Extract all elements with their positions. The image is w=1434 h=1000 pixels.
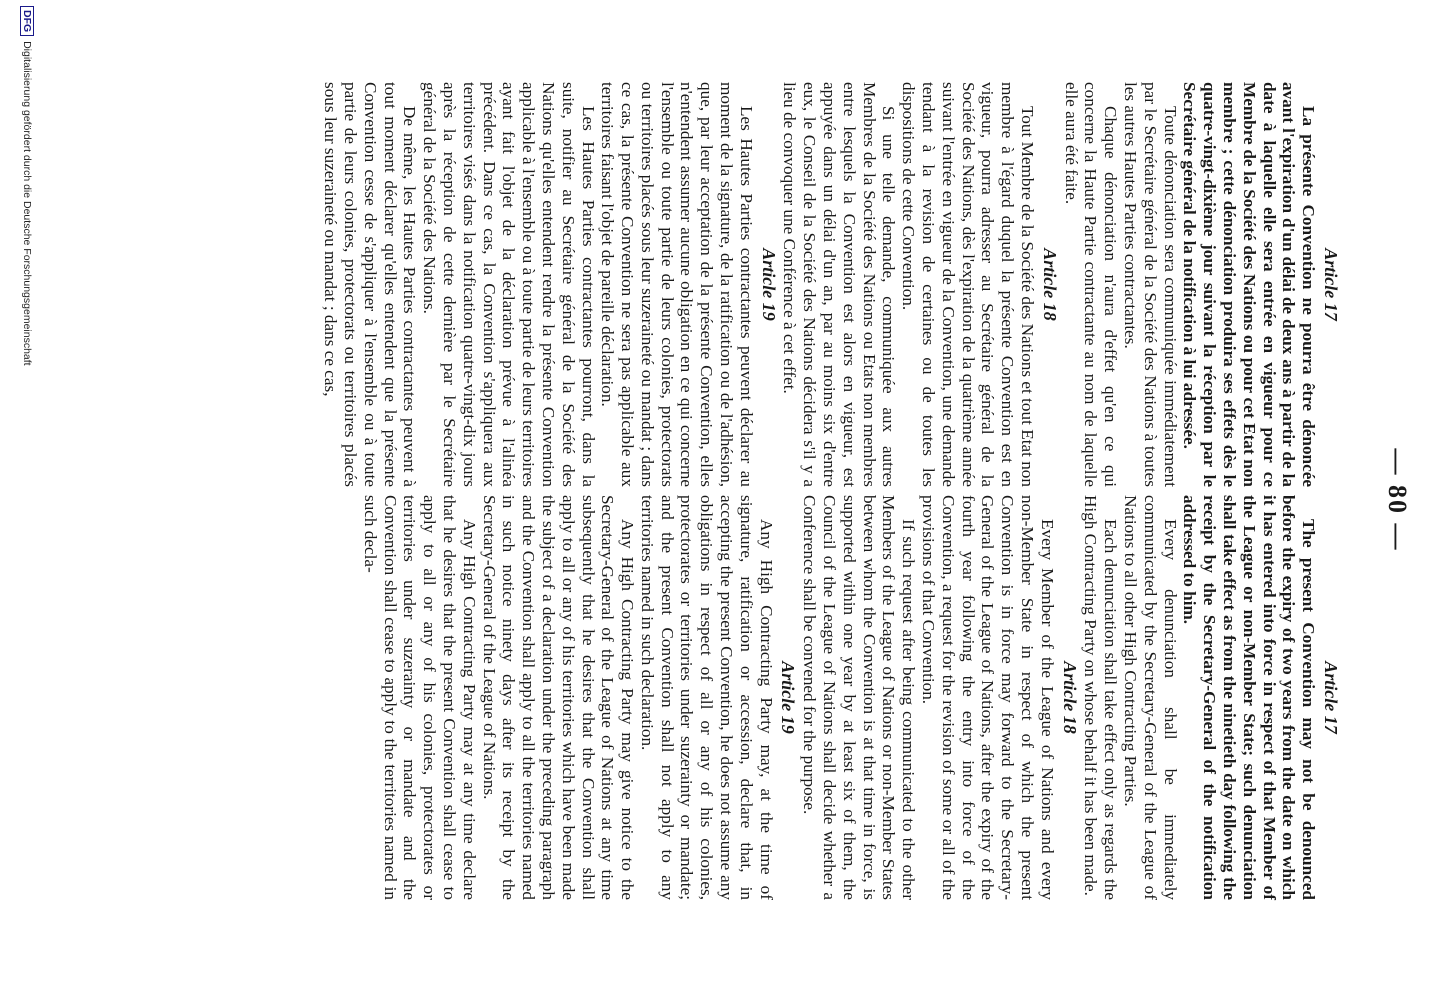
en-article-18-paragraph-2: If such request after being communicated to the other Members of the League of Nations or non-Member States between whom the Convention is at that time in force, is supported within one year by at least six of them, the Council of the League of Nations shall decide whether a Conference shall be convened for the purpose. [800, 495, 919, 900]
french-column [320, 82, 1342, 487]
en-article-18-paragraph-1: Every Member of the League of Nations and every non-Member State in respect of which the present Convention is in force may forward to the Secretary-General of the League of Nations, after the expiry of the fourth year following the entry into force of the Convention, a request for the revision of some or all of the provisions of that Convention. [919, 495, 1057, 900]
fr-article-17-heading: Article 17 [1321, 248, 1341, 321]
fr-article-19-paragraph-3: De même, les Hautes Parties contractantes peuvent à tout moment déclarer qu'elles entendent que la présente Convention cesse de s'appliquer à l'ensemble ou à toute partie de leurs colonies, protectorats ou territoires placés sous leur suzeraineté ou mandat ; dans ce cas, [321, 82, 420, 487]
en-article-19-paragraph-3: Any High Contracting Party may at any time declare that he desires that the present Convention shall cease to apply to all or any of his colonies, protectorates or territories under suzerainty or mandate and the Convention shall cease to apply to the territories named in such decla- [360, 495, 479, 900]
en-article-17-paragraph-1: The present Convention may not be denounced before the expiry of two years from the date on which it has entered into force in respect of that Member of the League or non-Member State; such denunciation shall take effect as from the ninetieth day following the receipt by the Secretary-General of the notification addressed to him. [1180, 495, 1319, 900]
en-article-17-heading: Article 17 [1321, 661, 1341, 734]
fr-article-19-paragraph-2: Les Hautes Parties contractantes pourront, dans la suite, notifier au Secrétaire général de la Société des Nations qu'elles entendent rendre la présente Convention applicable à l'ensemble ou à toute partie de leurs territoires ayant fait l'objet de la déclaration prévue à l'alinéa précédent. Dans ce cas, la Convention s'appliquera aux territoires visés dans la notification quatre-vingt-dix jours après la réception de cette dernière par le Secrétaire général de la Société des Nations. [420, 82, 598, 487]
fr-article-18-paragraph-2: Si une telle demande, communiquée aux autres Membres de la Société des Nations ou Etats non membres entre lesquels la Convention est alors en vigueur, est appuyée dans un délai d'un an, par au moins six d'entre eux, le Conseil de la Société des Nations décidera s'il y a lieu de convoquer une Conférence à cet effet. [780, 82, 899, 487]
en-article-19-paragraph-1: Any High Contracting Party may, at the time of signature, ratification or accession, declare that, in accepting the present Convention, he does not assume any obligations in respect of all or any of his colonies, protectorates or territories under suzerainty or mandate; and the present Convention shall not apply to any territories named in such declaration. [637, 495, 776, 900]
en-article-18-heading: Article 18 [1059, 661, 1080, 734]
digitization-credit [20, 0, 34, 1000]
fr-article-19-paragraph-1: Les Hautes Parties contractantes peuvent déclarer au moment de la signature, de la ratification ou de l'adhésion, que, par leur acceptation de la présente Convention, elles n'entendent assumer aucune obligation en ce qui concerne l'ensemble ou toute partie de leurs colonies, protectorats ou territoires placés sous leur suzeraineté ou mandat ; dans ce cas, la présente Convention ne sera pas applicable aux territoires faisant l'objet de pareille déclaration. [598, 82, 756, 487]
digitization-credit-text: Digitalisierung gefördert durch die Deutsche Forschungsgemeinschaft [21, 41, 33, 366]
en-article-17-paragraph-3: Each denunciation shall take effect only as regards the High Contracting Party on whose behalf it has been made. [1081, 495, 1121, 900]
fr-article-17-paragraph-2: Toute dénonciation sera communiquée immédiatement par le Secrétaire général de la Société des Nations à toutes les autres Hautes Parties contractantes. [1121, 82, 1180, 487]
en-article-17-paragraph-2: Every denunciation shall be immediately communicated by the Secretary-General of the League of Nations to all other High Contracting Parties. [1121, 495, 1180, 900]
fr-article-17-paragraph-1: La présente Convention ne pourra être dénoncée avant l'expiration d'un délai de deux ans à partir de la date à laquelle elle sera entrée en vigueur pour ce Membre de la Société des Nations ou pour cet Etat non membre ; cette dénonciation produira ses effets dès le quatre-vingt-dixième jour suivant la réception par le Secrétaire général de la notification à lui adressée. [1180, 82, 1319, 487]
fr-article-18-paragraph-1: Tout Membre de la Société des Nations et tout Etat non membre à l'égard duquel la présente Convention est en vigueur, pourra adresser au Secrétaire général de la Société des Nations, dès l'expiration de la quatrième année suivant l'entrée en vigueur de la Convention, une demande tendant à la revision de certaines ou de toutes les dispositions de cette Convention. [899, 82, 1038, 487]
fr-article-19-heading: Article 19 [758, 248, 779, 321]
en-article-19-paragraph-2: Any High Contracting Party may give notice to the Secretary-General of the League of Nations at any time subsequently that he desires that the Convention shall apply to all or any of his territories which have been made the subject of a declaration under the preceding paragraph and the Convention shall apply to all the territories named in such notice ninety days after its receipt by the Secretary-General of the League of Nations. [479, 495, 638, 900]
en-article-19-heading: Article 19 [778, 661, 799, 734]
page-number: — 80 — [1383, 448, 1412, 552]
fr-article-17-paragraph-3: Chaque dénonciation n'aura d'effet qu'en ce qui concerne la Haute Partie contractante au nom de laquelle elle aura été faite. [1061, 82, 1121, 487]
english-column [360, 495, 1342, 900]
dfg-logo: DFG [20, 6, 34, 36]
fr-article-18-heading: Article 18 [1039, 248, 1060, 321]
